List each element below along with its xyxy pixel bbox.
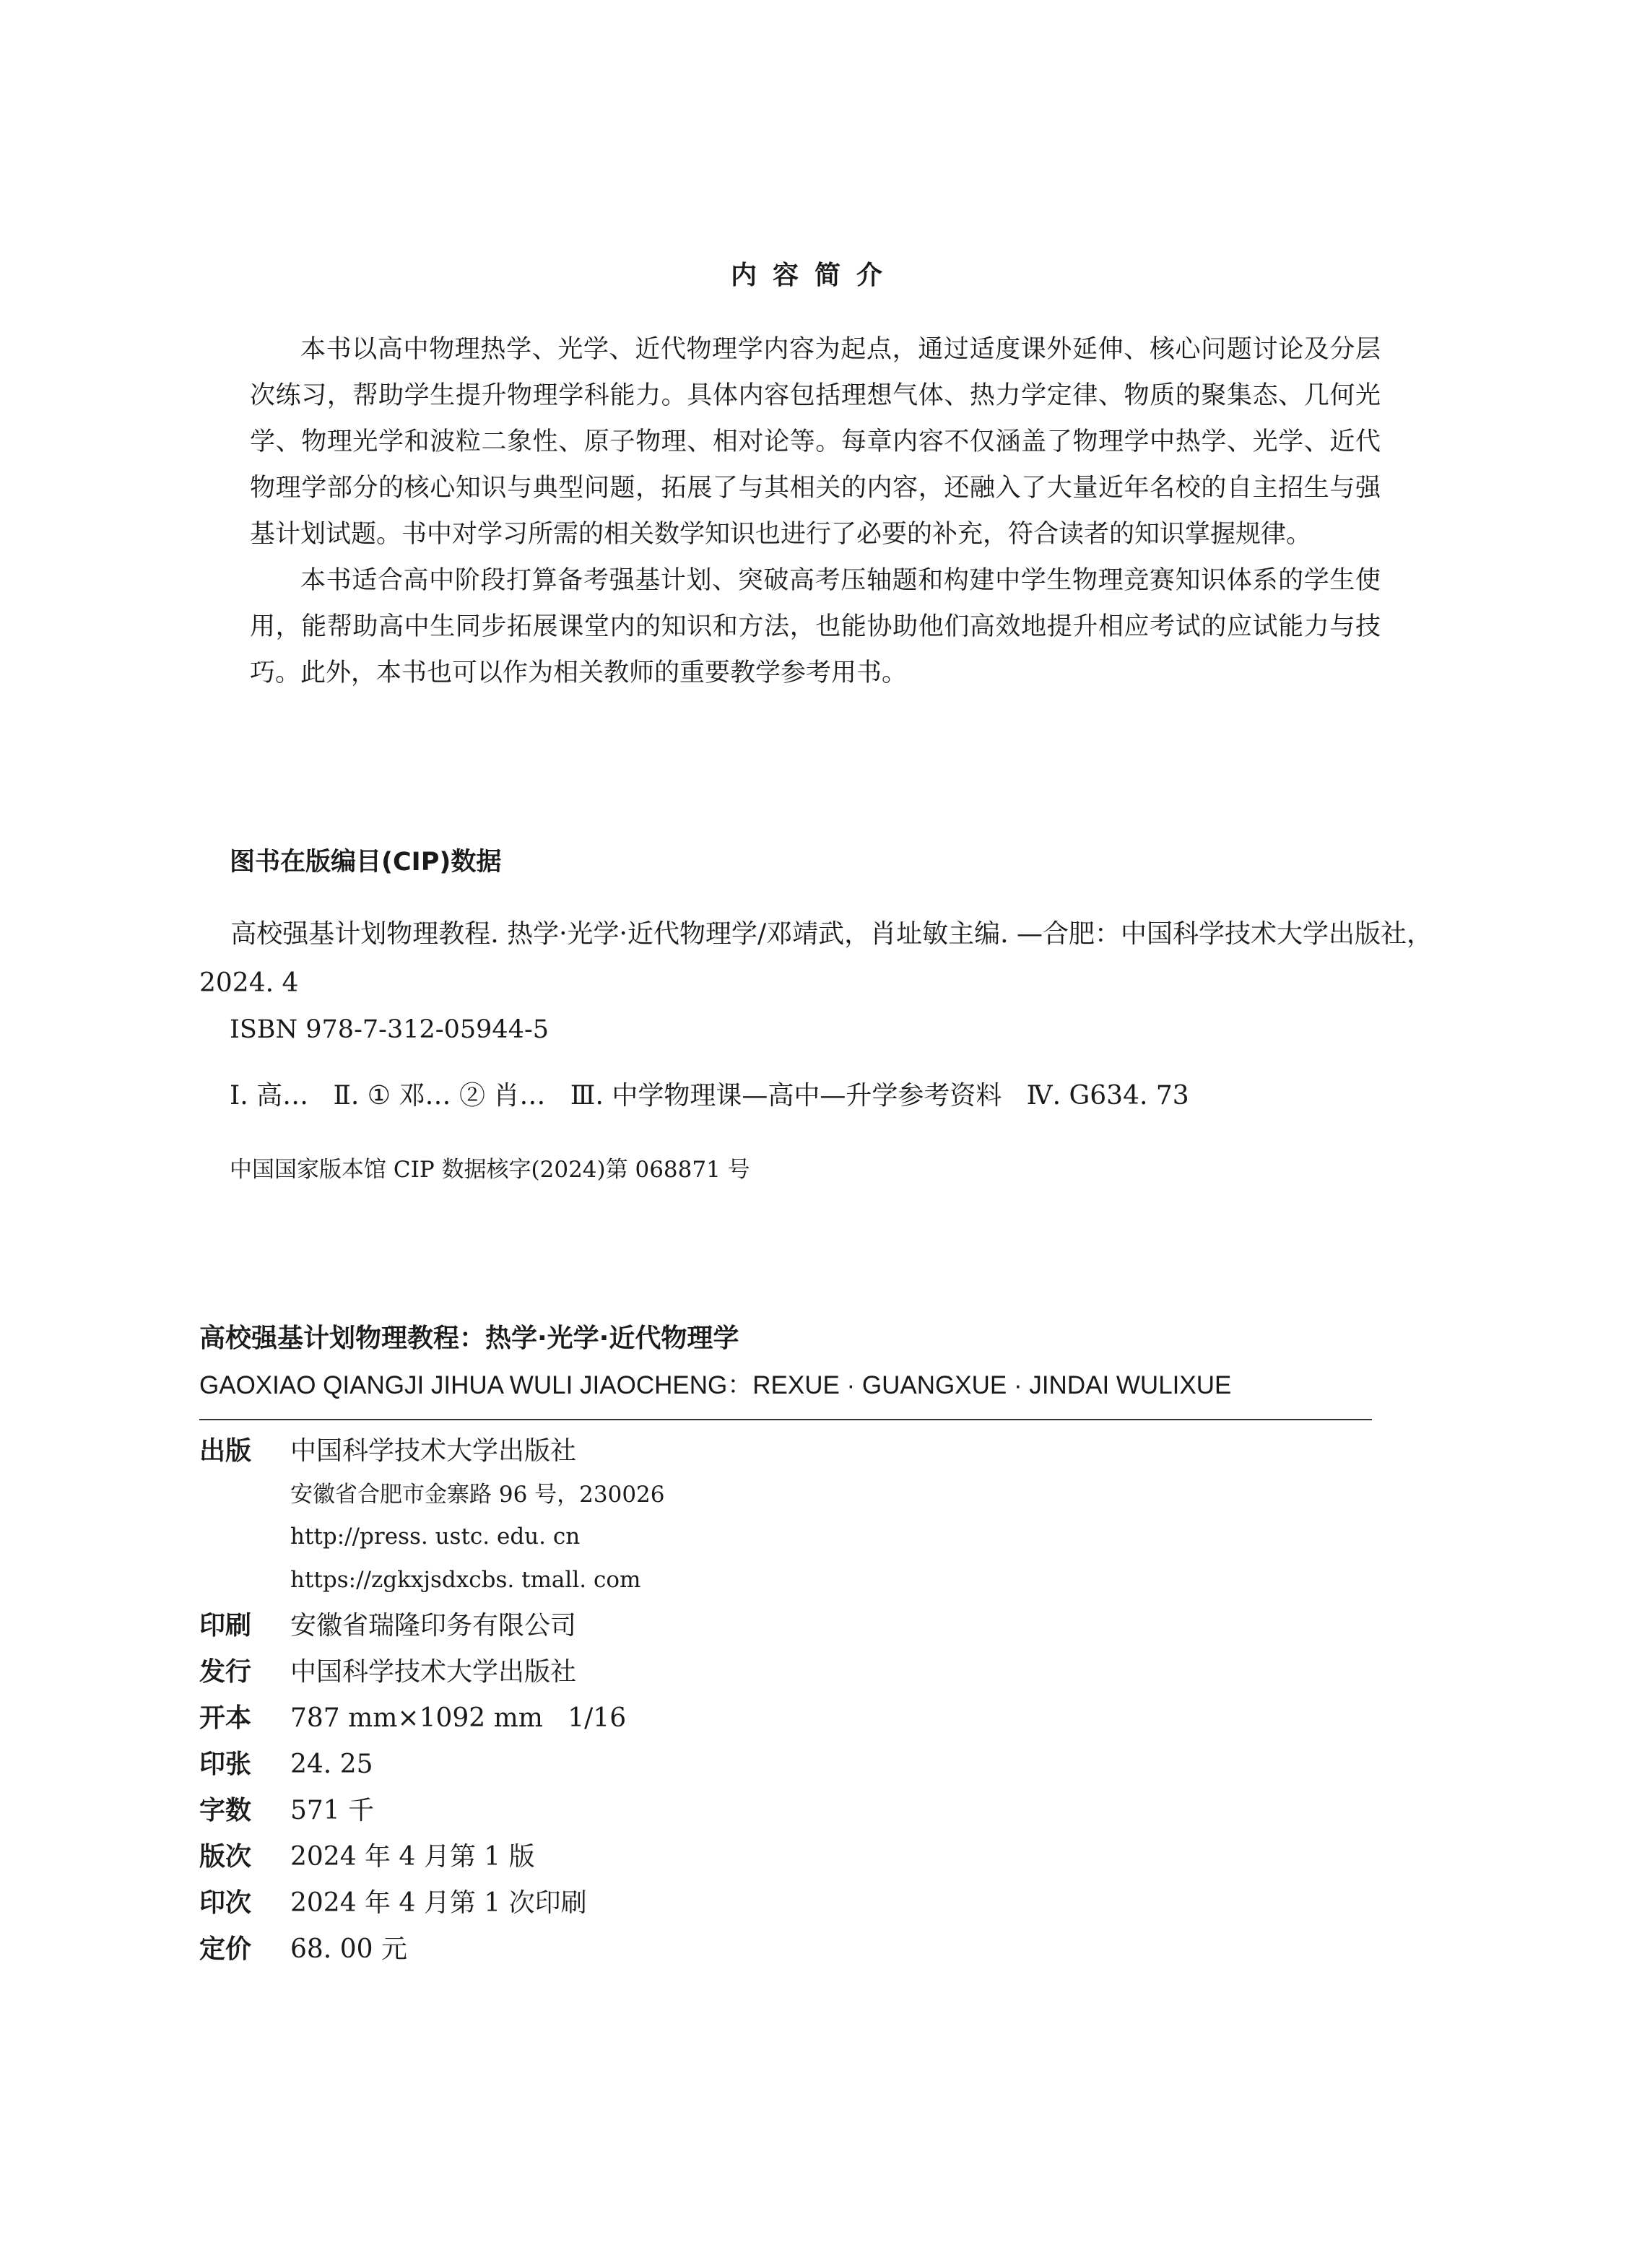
cip-classification: Ⅰ. 高… Ⅱ. ① 邓… ② 肖… Ⅲ. 中学物理课—高中—升学参考资料 Ⅳ. G634. 73 — [230, 1081, 1189, 1111]
cip-heading: 图书在版编目(CIP)数据 — [230, 848, 502, 877]
book-title-pinyin: GAOXIAO QIANGJI JIHUA WULI JIAOCHENG：REXUE · GUANGXUE · JINDAI WULIXUE — [199, 1371, 1232, 1399]
format-value: 787 mm×1092 mm 1/16 — [290, 1703, 627, 1733]
publisher-address: 安徽省合肥市金寨路 96 号，230026 — [290, 1482, 665, 1508]
cip-entry-block — [199, 910, 1440, 1008]
wordcount-row — [199, 1792, 374, 1830]
edition-value: 2024 年 4 月第 1 版 — [290, 1842, 535, 1872]
publisher-website: http://press. ustc. edu. cn — [290, 1524, 581, 1550]
printing-value: 2024 年 4 月第 1 次印刷 — [290, 1888, 587, 1918]
sheets-row — [199, 1746, 373, 1783]
price-value: 68. 00 元 — [290, 1934, 407, 1964]
distributor-value: 中国科学技术大学出版社 — [290, 1657, 577, 1687]
publisher-value: 中国科学技术大学出版社 — [290, 1436, 577, 1466]
sheets-label: 印张 — [199, 1750, 252, 1779]
wordcount-value: 571 千 — [290, 1796, 375, 1825]
publisher-store: https://zgkxjsdxcbs. tmall. com — [290, 1567, 641, 1593]
printing-label: 印次 — [199, 1888, 252, 1918]
cip-record-number: 中国国家版本馆 CIP 数据核字(2024)第 068871 号 — [230, 1157, 750, 1183]
format-row — [199, 1700, 626, 1737]
price-row — [199, 1931, 407, 1968]
book-title: 高校强基计划物理教程：热学·光学·近代物理学 — [199, 1324, 739, 1353]
cip-entry: 高校强基计划物理教程. 热学·光学·近代物理学/邓靖武，肖址敏主编. —合肥：中国科学技术大学出版社，2024. 4 — [199, 919, 1433, 998]
intro-title: 内容简介 — [730, 261, 898, 290]
printer-value: 安徽省瑞隆印务有限公司 — [290, 1611, 577, 1641]
intro-paragraph: 本书适合高中阶段打算备考强基计划、突破高考压轴题和构建中学生物理竞赛知识体系的学生使用，能帮助高中生同步拓展课堂内的知识和方法，也能协助他们高效地提升相应考试的应试能力与技巧。此外，本书也可以作为相关教师的重要教学参考用书。 — [250, 566, 1381, 687]
edition-label: 版次 — [199, 1842, 252, 1872]
cip-isbn: ISBN 978-7-312-05944-5 — [230, 1015, 549, 1044]
distributor-label: 发行 — [199, 1657, 252, 1687]
intro-paragraph: 本书以高中物理热学、光学、近代物理学内容为起点，通过适度课外延伸、核心问题讨论及分层次练习，帮助学生提升物理学科能力。具体内容包括理想气体、热力学定律、物质的聚集态、几何光学、物理光学和波粒二象性、原子物理、相对论等。每章内容不仅涵盖了物理学中热学、光学、近代物理学部分的核心知识与典型问题，拓展了与其相关的内容，还融入了大量近年名校的自主招生与强基计划试题。书中对学习所需的相关数学知识也进行了必要的补充，符合读者的知识掌握规律。 — [250, 335, 1381, 549]
price-label: 定价 — [199, 1934, 252, 1964]
intro-body — [250, 326, 1381, 696]
printer-row — [199, 1607, 576, 1645]
printing-row — [199, 1885, 587, 1922]
edition-row — [199, 1838, 535, 1876]
divider — [199, 1419, 1372, 1420]
format-label: 开本 — [199, 1703, 252, 1733]
printer-label: 印刷 — [199, 1611, 252, 1641]
publisher-label: 出版 — [199, 1436, 252, 1466]
publisher-row — [199, 1433, 576, 1470]
distributor-row — [199, 1654, 576, 1691]
sheets-value: 24. 25 — [290, 1750, 373, 1779]
wordcount-label: 字数 — [199, 1796, 252, 1825]
